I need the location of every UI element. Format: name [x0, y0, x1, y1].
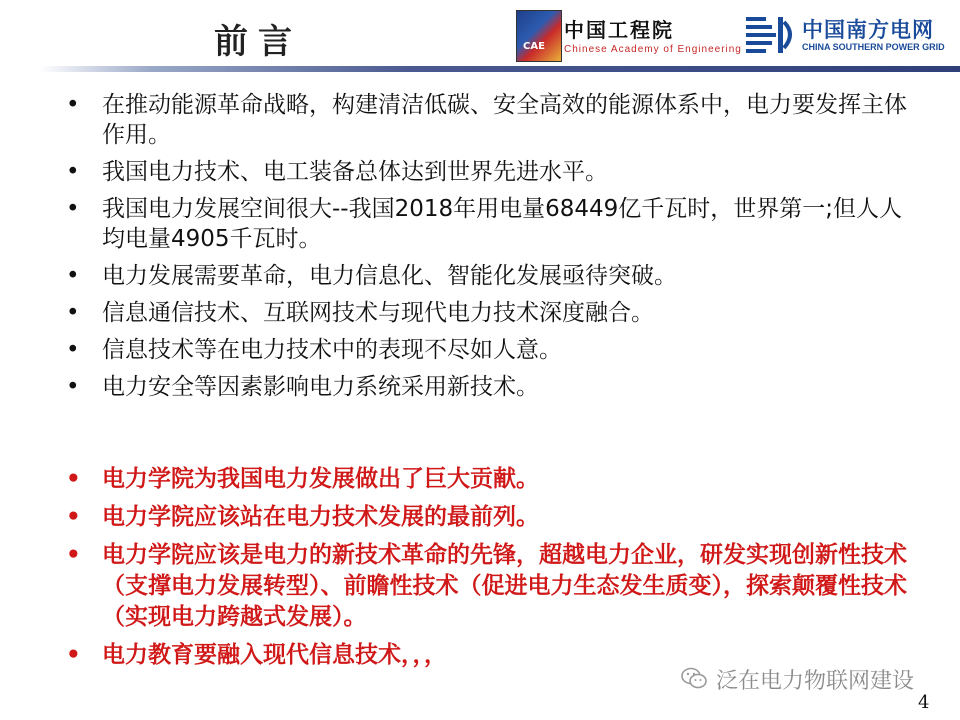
cae-name-en: Chinese Academy of Engineering — [564, 44, 742, 55]
cae-seal-text: CAE — [523, 41, 545, 52]
watermark-text: 泛在电力物联网建设 — [716, 669, 915, 694]
bullet-text: 信息技术等在电力技术中的表现不尽如人意。 — [102, 337, 562, 363]
bullet-dot: • — [66, 374, 80, 400]
bullet-text: 电力安全等因素影响电力系统采用新技术。 — [102, 374, 539, 400]
bullet-dot: • — [66, 300, 80, 326]
red-bullet-text: 电力学院为我国电力发展做出了巨大贡献。 — [102, 466, 539, 492]
wechat-icon — [680, 666, 708, 690]
red-bullet-item — [64, 540, 924, 633]
bullet-item — [64, 261, 924, 291]
red-bullet-text: 电力学院应该站在电力技术发展的最前列。 — [102, 504, 539, 530]
title-underline-bar — [40, 66, 960, 72]
bullet-text: 我国电力技术、电工装备总体达到世界先进水平。 — [102, 159, 608, 185]
bullet-item — [64, 335, 924, 365]
bullet-dot: • — [66, 337, 80, 363]
bullet-dot: • — [66, 542, 81, 568]
bullet-text: 我国电力发展空间很大--我国2018年用电量68449亿千瓦时，世界第一;但人人均电量4905千瓦时。 — [102, 196, 903, 252]
bullet-item — [64, 157, 924, 187]
red-bullet-list — [64, 464, 924, 678]
red-bullet-item — [64, 502, 924, 533]
csg-name-en: CHINA SOUTHERN POWER GRID — [802, 42, 945, 52]
page-number: 4 — [918, 692, 930, 713]
cae-logo — [516, 10, 742, 60]
bullet-list — [64, 90, 924, 409]
bullet-item — [64, 372, 924, 402]
bullet-dot: • — [66, 642, 81, 668]
bullet-dot: • — [66, 504, 81, 530]
bullet-dot: • — [66, 159, 80, 185]
bullet-item — [64, 194, 924, 254]
bullet-item — [64, 90, 924, 150]
csg-name-cn: 中国南方电网 — [802, 18, 934, 42]
bullet-text: 在推动能源革命战略，构建清洁低碳、安全高效的能源体系中，电力要发挥主体作用。 — [102, 92, 907, 148]
bullet-text: 电力发展需要革命，电力信息化、智能化发展亟待突破。 — [102, 263, 677, 289]
red-bullet-text: 电力教育要融入现代信息技术，，， — [102, 642, 447, 668]
red-bullet-text: 电力学院应该是电力的新技术革命的先锋，超越电力企业，研发实现创新性技术（支撑电力发展转型）、前瞻性技术（促进电力生态发生质变），探索颠覆性技术（实现电力跨越式发展）。 — [102, 542, 907, 630]
slide-title: 前言 — [214, 22, 302, 62]
bullet-item — [64, 298, 924, 328]
cae-seal-icon — [516, 10, 562, 62]
bullet-dot: • — [66, 92, 80, 118]
bullet-dot: • — [66, 196, 80, 222]
bullet-dot: • — [66, 466, 81, 492]
csg-logo — [744, 12, 956, 56]
bullet-dot: • — [66, 263, 80, 289]
cae-name-cn: 中国工程院 — [564, 18, 674, 42]
bullet-text: 信息通信技术、互联网技术与现代电力技术深度融合。 — [102, 300, 654, 326]
red-bullet-item — [64, 464, 924, 495]
csg-mark-icon — [744, 14, 798, 54]
